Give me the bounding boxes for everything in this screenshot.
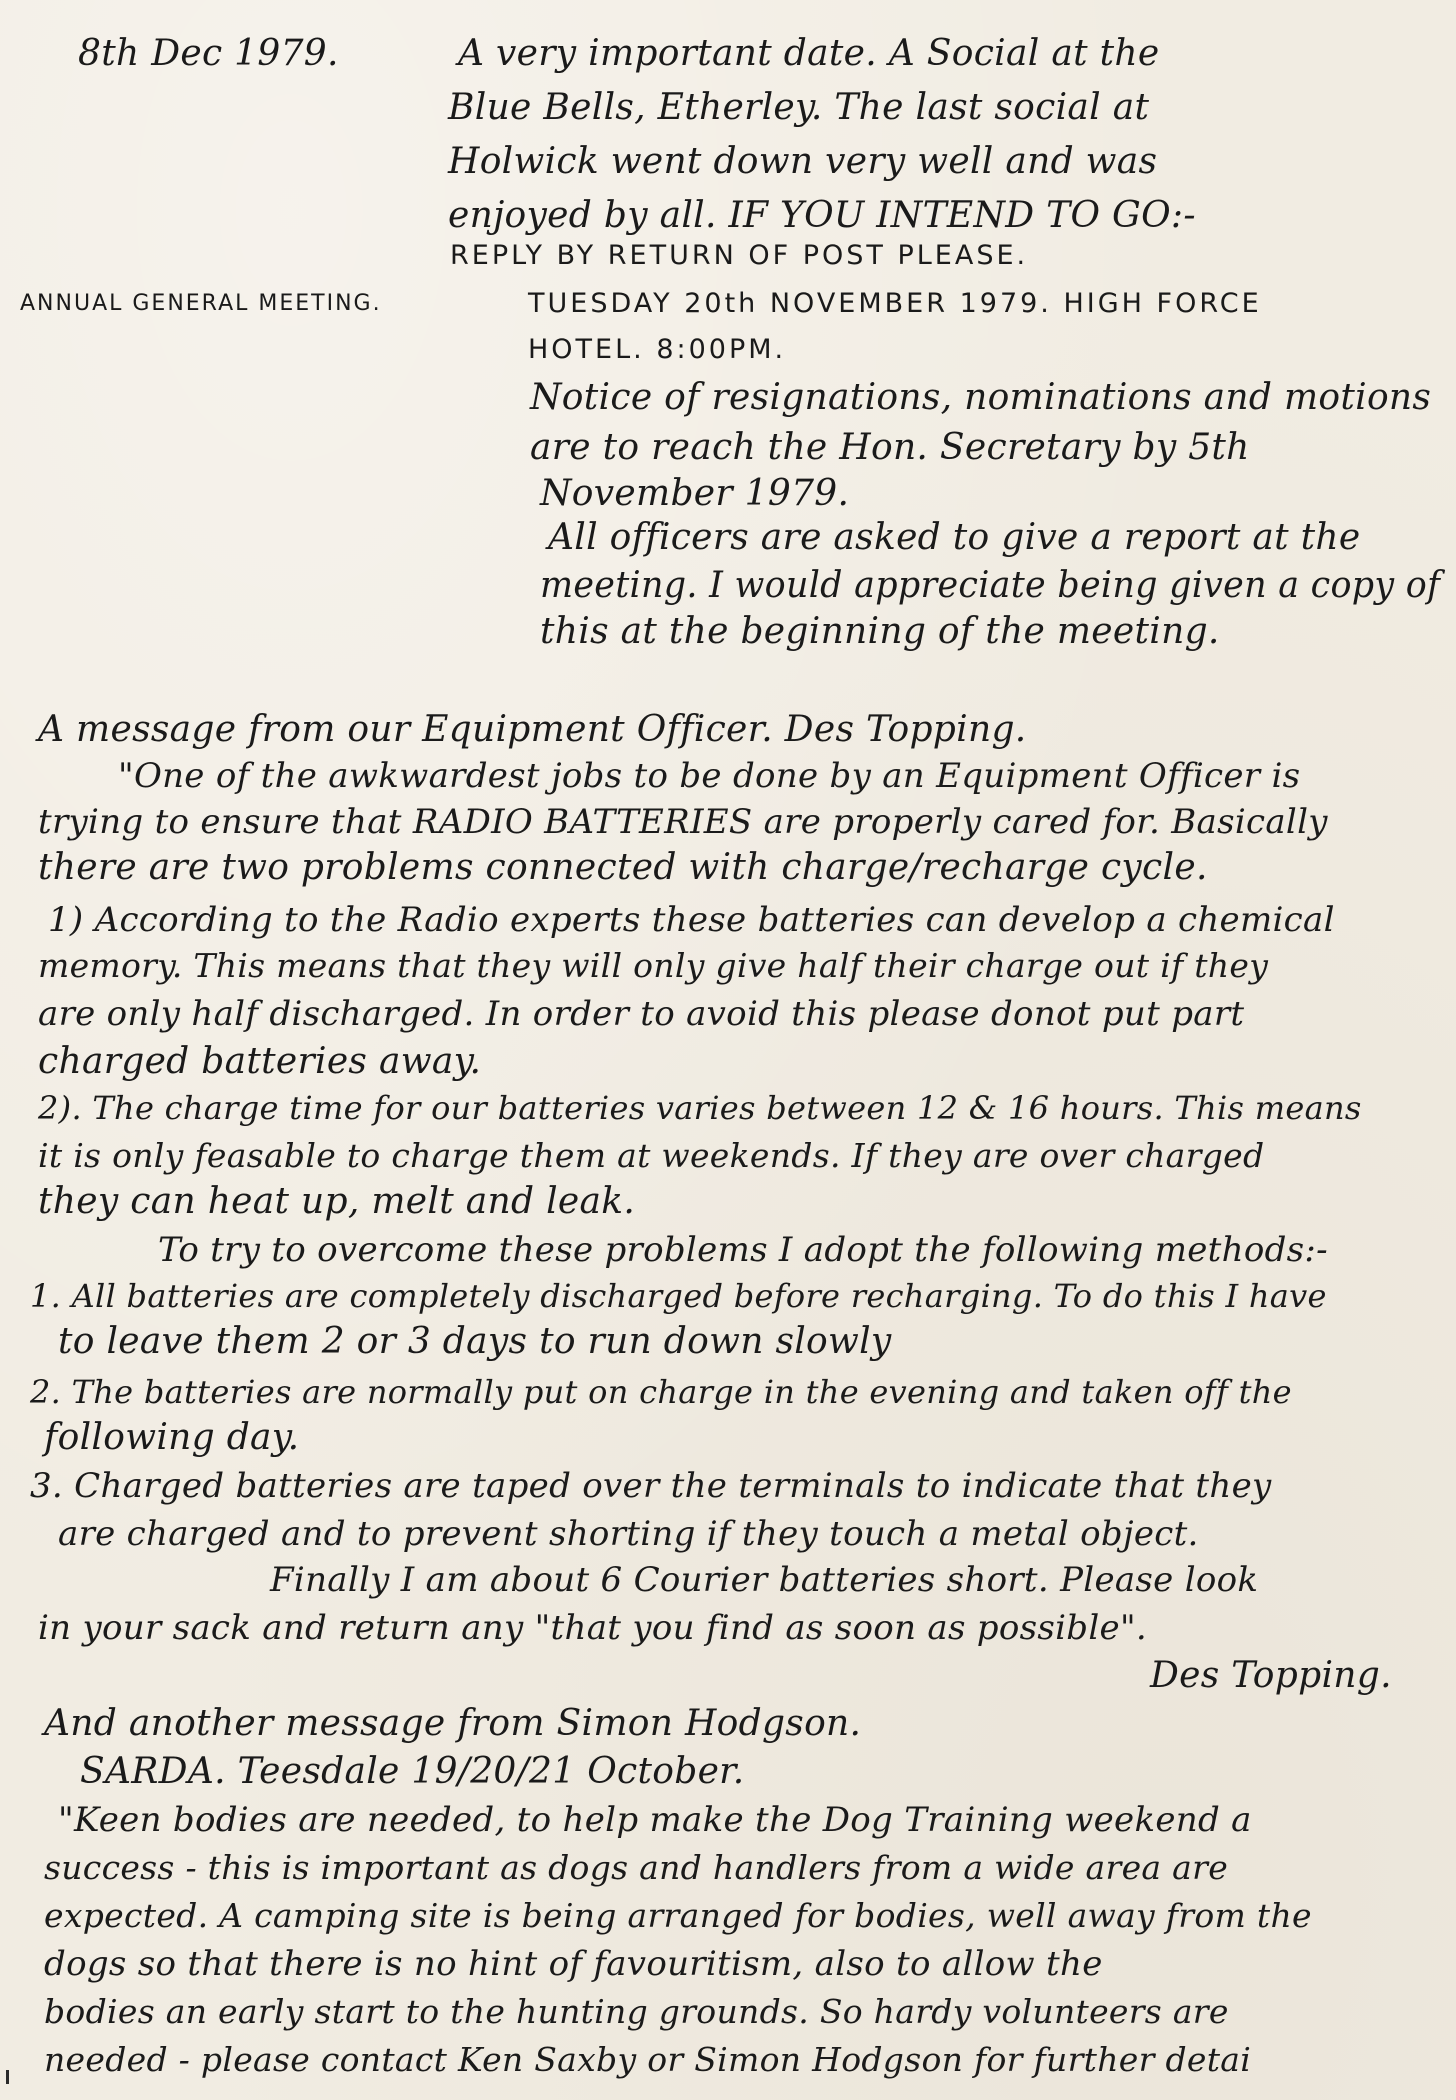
equipment-line-17: are charged and to prevent shorting if they touch a metal object. bbox=[58, 1514, 1199, 1554]
agm-line-4: are to reach the Hon. Secretary by 5th bbox=[530, 427, 1250, 468]
hodgson-intro: And another message from Simon Hodgson. bbox=[44, 1703, 862, 1744]
equipment-line-4: 1) According to the Radio experts these batteries can develop a chemical bbox=[48, 900, 1335, 940]
equipment-line-3: there are two problems connected with charge/recharge cycle. bbox=[38, 847, 1208, 888]
hodgson-sarda: SARDA. Teesdale 19/20/21 October. bbox=[80, 1751, 745, 1792]
equipment-line-16: 3. Charged batteries are taped over the terminals to indicate that they bbox=[30, 1466, 1272, 1506]
header-line-1: A very important date. A Social at the bbox=[458, 33, 1160, 74]
hodgson-line-6: needed - please contact Ken Saxby or Simon Hodgson for further detai bbox=[44, 2040, 1252, 2079]
equipment-line-15: following day. bbox=[44, 1417, 300, 1458]
equipment-line-1: "One of the awkwardest jobs to be done by an Equipment Officer is bbox=[118, 756, 1301, 796]
header-line-4: enjoyed by all. IF YOU INTEND TO GO:- bbox=[448, 195, 1196, 236]
hodgson-line-1: "Keen bodies are needed, to help make the Dog Training weekend a bbox=[58, 1800, 1252, 1840]
equipment-line-10: they can heat up, melt and leak. bbox=[38, 1181, 636, 1222]
hodgson-line-5: bodies an early start to the hunting grounds. So hardy volunteers are bbox=[44, 1992, 1229, 2031]
agm-line-5: November 1979. bbox=[540, 473, 850, 514]
equipment-line-11: To try to overcome these problems I adopt the following methods:- bbox=[158, 1230, 1328, 1270]
equipment-line-2: trying to ensure that RADIO BATTERIES are properly cared for. Basically bbox=[38, 802, 1328, 842]
header-line-3: Holwick went down very well and was bbox=[448, 141, 1158, 182]
agm-line-3: Notice of resignations, nominations and motions bbox=[530, 377, 1432, 418]
equipment-line-18: Finally I am about 6 Courier batteries short. Please look bbox=[270, 1560, 1259, 1600]
hodgson-line-2: success - this is important as dogs and handlers from a wide area are bbox=[44, 1848, 1229, 1887]
header-date: 8th Dec 1979. bbox=[78, 33, 339, 74]
header-line-5: REPLY BY RETURN OF POST PLEASE. bbox=[450, 240, 1029, 271]
agm-line-8: this at the beginning of the meeting. bbox=[540, 611, 1220, 652]
equipment-line-19: in your sack and return any "that you find as soon as possible". bbox=[38, 1608, 1148, 1648]
equipment-line-12: 1. All batteries are completely discharged before recharging. To do this I have bbox=[30, 1277, 1327, 1315]
equipment-line-5: memory. This means that they will only give half their charge out if they bbox=[38, 946, 1269, 985]
agm-line-1: TUESDAY 20th NOVEMBER 1979. HIGH FORCE bbox=[528, 288, 1262, 319]
agm-line-7: meeting. I would appreciate being given a copy of bbox=[540, 565, 1441, 606]
equipment-line-9: it is only feasable to charge them at weekends. If they are over charged bbox=[38, 1136, 1265, 1175]
equipment-line-7: charged batteries away. bbox=[38, 1041, 482, 1082]
hodgson-line-4: dogs so that there is no hint of favouritism, also to allow the bbox=[44, 1944, 1103, 1984]
equipment-line-8: 2). The charge time for our batteries varies between 12 & 16 hours. This means bbox=[38, 1089, 1362, 1127]
margin-mark bbox=[6, 2070, 9, 2084]
equipment-intro: A message from our Equipment Officer. Des Topping. bbox=[38, 709, 1027, 750]
header-line-2: Blue Bells, Etherley. The last social at bbox=[448, 87, 1150, 128]
agm-label: ANNUAL GENERAL MEETING. bbox=[20, 291, 382, 316]
agm-line-6: All officers are asked to give a report at the bbox=[548, 517, 1361, 558]
equipment-signature: Des Topping. bbox=[1150, 1655, 1392, 1696]
equipment-line-13: to leave them 2 or 3 days to run down slowly bbox=[58, 1321, 892, 1362]
agm-line-2: HOTEL. 8:00PM. bbox=[528, 334, 787, 365]
equipment-line-14: 2. The batteries are normally put on charge in the evening and taken off the bbox=[30, 1373, 1292, 1411]
hodgson-line-3: expected. A camping site is being arranged for bodies, well away from the bbox=[44, 1896, 1312, 1935]
equipment-line-6: are only half discharged. In order to avoid this please donot put part bbox=[38, 994, 1245, 1034]
